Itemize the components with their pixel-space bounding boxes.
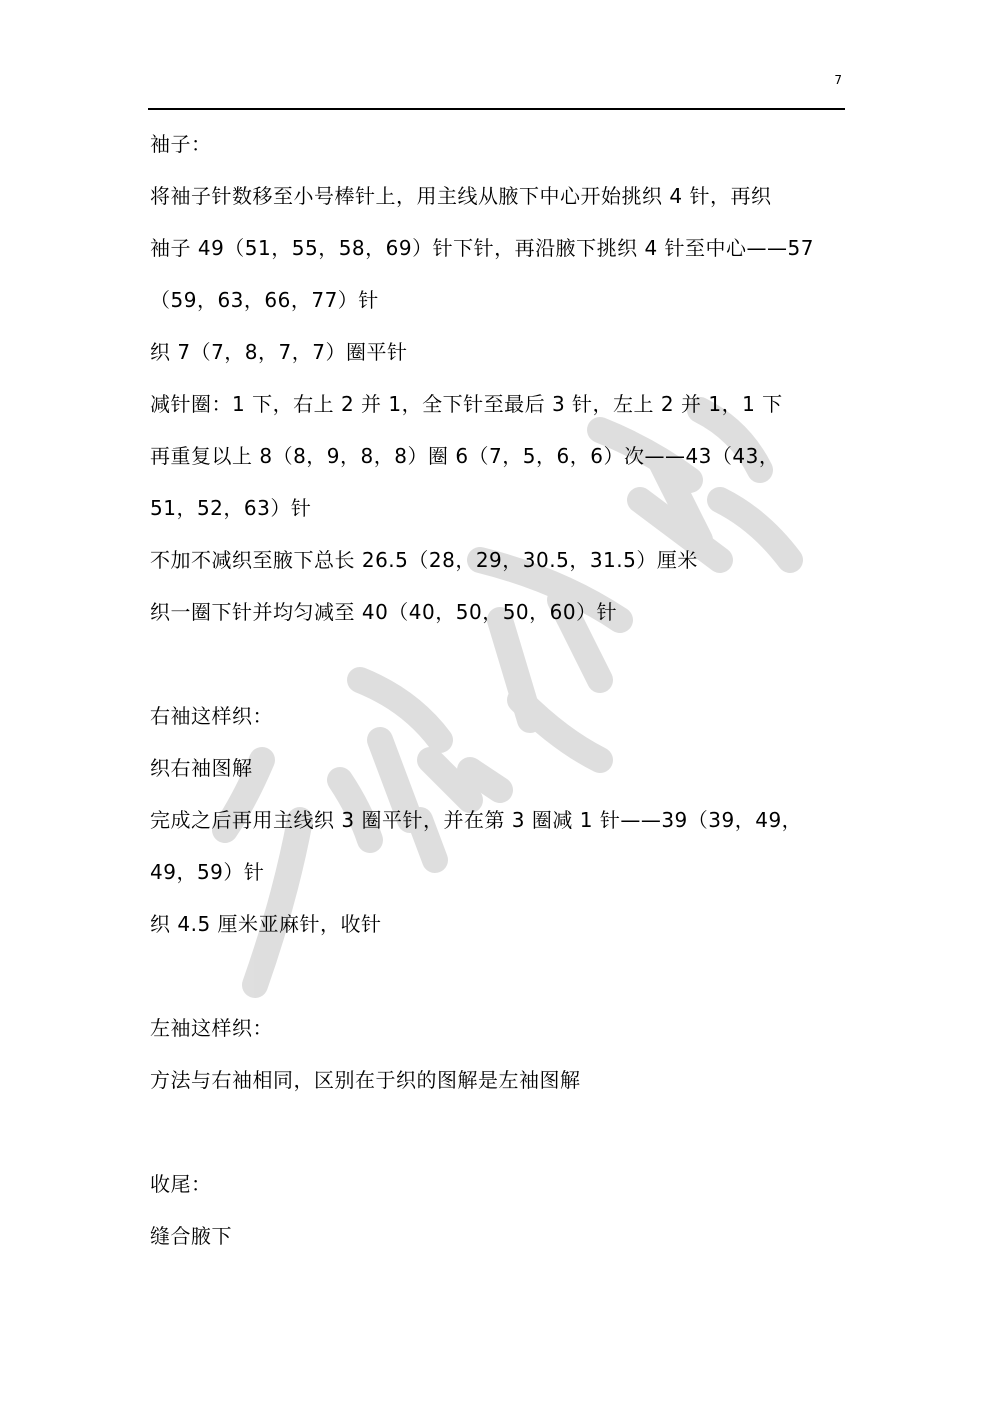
text-line: 再重复以上 8（8，9，8，8）圈 6（7，5，6，6）次——43（43， (150, 444, 780, 468)
heading-left-sleeve: 左袖这样织： (150, 1016, 273, 1040)
spacer (150, 950, 850, 1002)
text-line: 方法与右袖相同，区别在于织的图解是左袖图解 (150, 1068, 581, 1092)
text-line: （59，63，66，77）针 (150, 288, 379, 312)
text-line: 织 7（7，8，7，7）圈平针 (150, 340, 408, 364)
text-line: 袖子 49（51，55，58，69）针下针，再沿腋下挑织 4 针至中心——57 (150, 236, 814, 260)
spacer (150, 1106, 850, 1158)
text-line: 完成之后再用主线织 3 圈平针，并在第 3 圈减 1 针——39（39，49， (150, 808, 803, 832)
heading-sleeves: 袖子： (150, 132, 212, 156)
text-line: 织 4.5 厘米亚麻针，收针 (150, 912, 382, 936)
text-line: 缝合腋下 (150, 1224, 232, 1248)
text-line: 织右袖图解 (150, 756, 253, 780)
header-rule (148, 108, 845, 110)
text-line: 49，59）针 (150, 860, 265, 884)
text-line: 51，52，63）针 (150, 496, 312, 520)
heading-finishing: 收尾： (150, 1172, 212, 1196)
text-line: 将袖子针数移至小号棒针上，用主线从腋下中心开始挑织 4 针，再织 (150, 184, 772, 208)
heading-right-sleeve: 右袖这样织： (150, 704, 273, 728)
document-body (150, 118, 850, 1262)
text-line: 不加不减织至腋下总长 26.5（28，29，30.5，31.5）厘米 (150, 548, 698, 572)
spacer (150, 638, 850, 690)
page-number: 7 (834, 73, 842, 87)
text-line: 织一圈下针并均匀减至 40（40，50，50，60）针 (150, 600, 618, 624)
text-line: 减针圈：1 下，右上 2 并 1，全下针至最后 3 针，左上 2 并 1，1 下 (150, 392, 783, 416)
